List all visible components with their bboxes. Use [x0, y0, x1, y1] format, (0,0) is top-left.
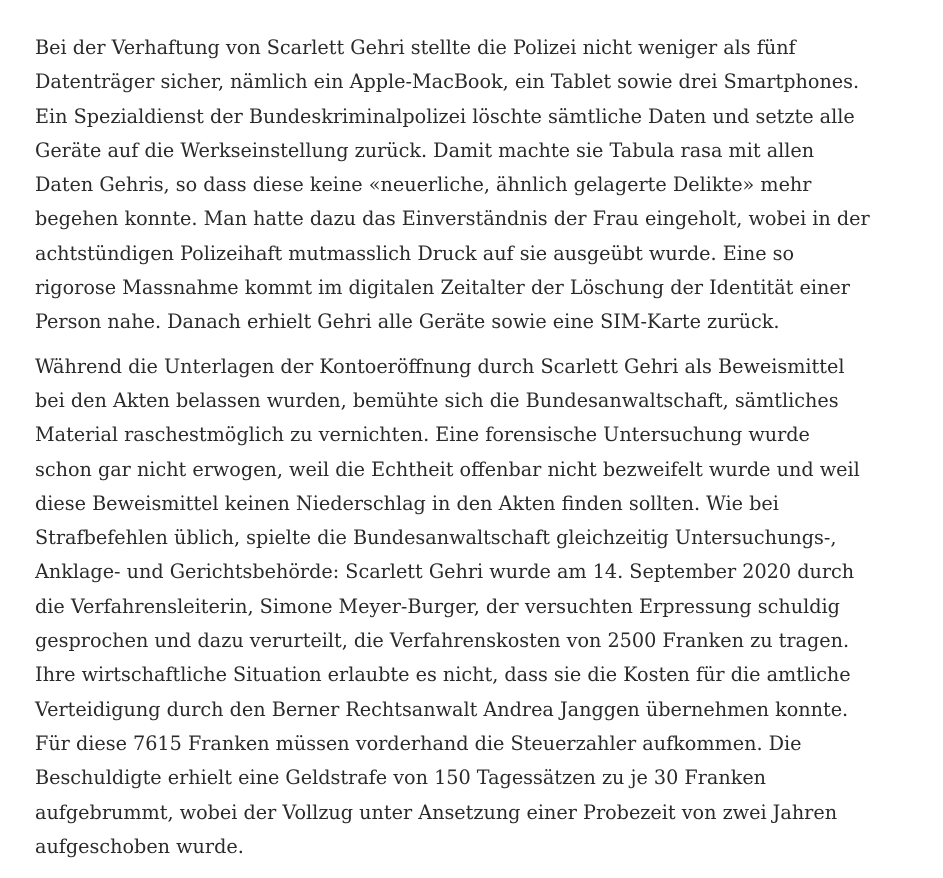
text-line: Ein Spezialdienst der Bundeskriminalpolizei löschte sämtliche Daten und setzte alle [35, 104, 855, 128]
text-line: schon gar nicht erwogen, weil die Echtheit offenbar nicht bezweifelt wurde und weil [35, 457, 860, 481]
text-line: Geräte auf die Werkseinstellung zurück. Damit machte sie Tabula rasa mit allen [35, 138, 815, 162]
text-line: rigorose Massnahme kommt im digitalen Zeitalter der Löschung der Identität einer [35, 276, 850, 300]
text-line: Für diese 7615 Franken müssen vorderhand die Steuerzahler aufkommen. Die [35, 731, 802, 755]
article-paragraph [35, 31, 925, 340]
text-line: aufgebrummt, wobei der Vollzug unter Ansetzung einer Probezeit von zwei Jahren [35, 800, 838, 824]
text-line: achtstündigen Polizeihaft mutmasslich Druck auf sie ausgeübt wurde. Eine so [35, 241, 795, 265]
text-line: bei den Akten belassen wurden, bemühte sich die Bundesanwaltschaft, sämtliches [35, 388, 839, 412]
text-line: Verteidigung durch den Berner Rechtsanwalt Andrea Janggen übernehmen konnte. [35, 697, 849, 721]
article-body [35, 31, 925, 864]
text-line: Material raschestmöglich zu vernichten. Eine forensische Untersuchung wurde [35, 423, 810, 447]
text-line: diese Beweismittel keinen Niederschlag in den Akten finden sollten. Wie bei [35, 491, 779, 515]
text-line: begehen konnte. Man hatte dazu das Einverständnis der Frau eingeholt, wobei in der [35, 207, 870, 231]
text-line: Daten Gehris, so dass diese keine «neuerliche, ähnlich gelagerte Delikte» mehr [35, 173, 812, 197]
article-paragraph [35, 350, 925, 864]
text-line: Beschuldigte erhielt eine Geldstrafe von 150 Tagessätzen zu je 30 Franken [35, 766, 767, 790]
text-line: Anklage- und Gerichtsbehörde: Scarlett Gehri wurde am 14. September 2020 durch [35, 560, 855, 584]
text-line: Person nahe. Danach erhielt Gehri alle Geräte sowie eine SIM-Karte zurück. [35, 310, 780, 334]
text-line: Strafbefehlen üblich, spielte die Bundesanwaltschaft gleichzeitig Untersuchungs-, [35, 526, 837, 550]
text-line: aufgeschoben wurde. [35, 834, 244, 858]
text-line: Datenträger sicher, nämlich ein Apple-MacBook, ein Tablet sowie drei Smartphones. [35, 70, 860, 94]
text-line: gesprochen und dazu verurteilt, die Verfahrenskosten von 2500 Franken zu tragen. [35, 629, 850, 653]
text-line: die Verfahrensleiterin, Simone Meyer-Burger, der versuchten Erpressung schuldig [35, 594, 840, 618]
text-line: Bei der Verhaftung von Scarlett Gehri stellte die Polizei nicht weniger als fünf [35, 36, 796, 59]
text-line: Ihre wirtschaftliche Situation erlaubte es nicht, dass sie die Kosten für die amtliche [35, 663, 851, 687]
text-line: Während die Unterlagen der Kontoeröffnung durch Scarlett Gehri als Beweismittel [35, 354, 845, 378]
